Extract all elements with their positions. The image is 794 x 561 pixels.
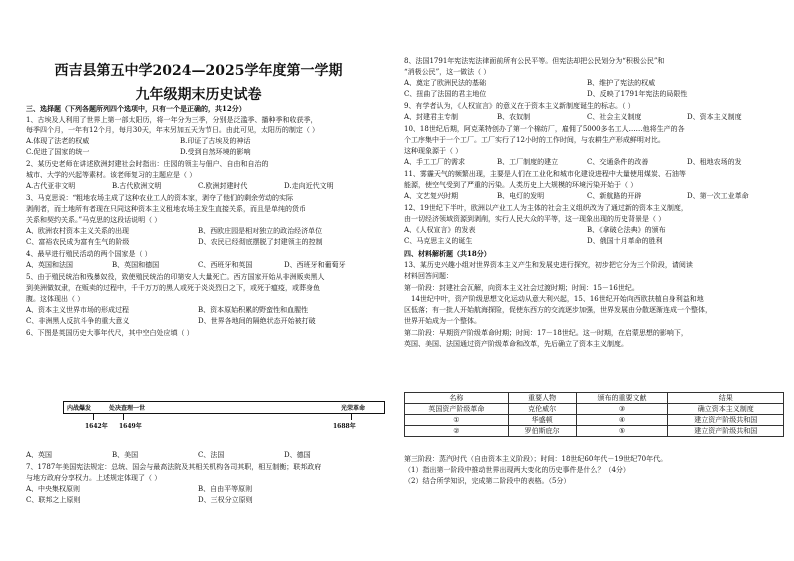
question-text: 11、雾霾天气的频繁出现，主要是人们在工业化和城市化建设进程中大量使用煤炭、石油等	[404, 170, 686, 178]
option: C、联邦之上原则	[26, 496, 81, 504]
table-cell: ①	[405, 415, 509, 426]
option: D、资本主义制度	[687, 113, 742, 121]
question-text: 能源，使空气受到了严重的污染。人类历史上大规模的环境污染开始于（ ）	[404, 181, 638, 189]
question-text: 每季四个月，一年有12个月，每月30天，年末另加五天为节日。由此可见，太阳历的制定（ ）	[26, 126, 320, 134]
table-cell: ④	[576, 415, 668, 426]
table-header-row	[405, 393, 784, 404]
exam-subtitle: 九年级期末历史试卷	[135, 87, 262, 103]
option: C、扭曲了法国的君主地位	[404, 90, 487, 98]
option: D.走向近代文明	[284, 182, 334, 190]
material-text: 第三阶段：蒸汽时代（自由资本主义阶段）；时间：18世纪60年代－19世纪70年代。	[404, 455, 668, 463]
question-text: 2、某历史老师在讲述欧洲封建社会时指出：庄园的领主与佃户、自由和自治的	[26, 160, 269, 168]
option: D、反映了1791年宪法的局限性	[587, 90, 688, 98]
option: B、西欧庄园是相对独立的政治经济单位	[198, 227, 323, 235]
question-text: 与地方政府分享权力。上述规定体现了（ ）	[26, 474, 162, 482]
option: B、农奴制	[497, 113, 531, 121]
option: A、手工工厂的需求	[404, 158, 466, 166]
table-header: 名称	[405, 393, 509, 404]
material-text: 世界开始成为一个整体。	[404, 317, 481, 325]
question-text: 12、19世纪下半叶，欧洲以产业工人为主体的社会主义组织改为了通过新的资本主义制度，	[404, 204, 688, 212]
option: B、电灯的发明	[497, 192, 545, 200]
option: A、文艺复兴时期	[404, 192, 459, 200]
option: B、工厂制度的建立	[497, 158, 559, 166]
option: D、俄国十月革命的胜利	[587, 237, 663, 245]
option: C、西班牙和英国	[198, 261, 253, 269]
material-text: 区低落；有一批人开始航海探险，促使东西方的交流逐步加强，世界发展由分散逐渐连成一个整体，	[404, 306, 712, 314]
question-text: 6、下图是英国历史大事年代尺，其中空白处应填（ ）	[26, 329, 194, 337]
option: B.古代欧洲文明	[112, 182, 162, 190]
question-text: 城市、大学的兴起等素材。该老师复习的主题应是（ ）	[26, 171, 197, 179]
table-cell: ③	[576, 404, 668, 415]
question-text: 到美洲做奴隶，在贩卖的过程中，千千万万的黑人或死于炎炎烈日之下，或死于瘟疫，或葬身鱼	[26, 284, 320, 292]
question-text: 由一切经济领域资源到剥削，实行人民大众的平等，这一现象出现的历史背景是（ ）	[404, 215, 666, 223]
table-cell: ⑤	[576, 426, 668, 437]
material-text: 第一阶段：封建社会瓦解，向资本主义社会过渡时期；时间：15－16世纪。	[404, 284, 639, 292]
timeline-year: 1688年	[333, 423, 356, 430]
question-text: “消极公民”，这一做法（ ）	[404, 68, 491, 76]
option: D、第一次工业革命	[687, 192, 749, 200]
option: D、世界各地间的隔绝状态开始被打破	[198, 317, 316, 325]
timeline-tick	[351, 414, 352, 420]
table-cell: 建立资产阶级共和国	[668, 426, 784, 437]
question-text: 10、18世纪后期，阿克莱特创办了第一个棉纺厂，雇佣了5000多名工人……他将生产的各	[404, 125, 685, 133]
question-text: 这种现象源于（ ）	[404, 147, 463, 155]
option: A.古代亚非文明	[26, 182, 76, 190]
option: B、英国和德国	[112, 261, 160, 269]
question-text: 3、马克思说：“粗地农场主成了这种农业工人的资本家，剥夺了他们的剩余劳动的实际	[26, 194, 294, 202]
question-text: 5、由于殖民统治和残暴奴役，致使殖民统治的印第安人大量死亡。西方国家开始从非洲贩卖黑人	[26, 273, 325, 281]
option: B、资本原始积累的野蛮性和血腥性	[198, 306, 309, 314]
question-text: 材料回答问题：	[404, 272, 453, 280]
table-cell: ②	[405, 426, 509, 437]
question-text: 剥削者，而土地所有者现在只同这种资本主义租地农场主发生直接关系，而且是单纯的货币	[26, 205, 306, 213]
table-cell: 英国资产阶级革命	[405, 404, 509, 415]
question-text: （1）指出第一阶段中推动世界出现两大变化的历史事件是什么？（4分）	[404, 466, 630, 474]
option: D、租地农场的发	[687, 158, 742, 166]
timeline	[63, 401, 385, 433]
section-heading: 三、选择题（下列各题所列四个选项中，只有一个是正确的，共12分）	[26, 104, 246, 113]
table-cell: 建立资产阶级共和国	[668, 415, 784, 426]
option: B.印证了古埃及的神话	[180, 137, 251, 145]
option: D、三权分立原则	[198, 496, 253, 504]
timeline-tick	[93, 414, 94, 420]
table-row	[405, 426, 784, 437]
timeline-label: 内战爆发	[67, 405, 92, 412]
option: A、欧洲农村资本主义关系的出现	[26, 227, 130, 235]
revolution-table	[404, 392, 784, 437]
option: C.欧洲封建时代	[198, 182, 248, 190]
question-text: 13、某历史兴趣小组对世界资本主义产生和发展史进行探究，初步把它分为三个阶段，请阅读	[404, 261, 693, 269]
question-text: 个工序集中于一个工厂。工厂实行了12小时的工作时间，与农耕生产形成鲜明对比。	[404, 136, 665, 144]
question-text: 9、有学者认为，《人权宣言》的意义在于资本主义新制度诞生的标志。（ ）	[404, 102, 635, 110]
option: A、中央集权原则	[26, 485, 81, 493]
question-text: 腹。这体现出（ ）	[26, 295, 85, 303]
option: B、自由平等原则	[198, 485, 253, 493]
option: A、英国	[26, 451, 53, 459]
table-cell: 确立资本主义制度	[668, 404, 784, 415]
option: D.受到自然环境的影响	[180, 148, 251, 156]
option: D、德国	[284, 451, 311, 459]
option: A、英国和法国	[26, 261, 74, 269]
timeline-year: 1642年	[85, 423, 108, 430]
exam-title: 西吉县第五中学2024—2025学年度第一学期	[54, 63, 343, 79]
table-cell: 克伦威尔	[508, 404, 576, 415]
option: C、交通条件的改善	[587, 158, 649, 166]
option: C.促进了国家的统一	[26, 148, 90, 156]
table-header: 结果	[668, 393, 784, 404]
option: A、资本主义世界市场的形成过程	[26, 306, 130, 314]
question-text: （2）结合所学知识，完成第二阶段中的表格。（5分）	[404, 477, 571, 485]
option: C、社会主义制度	[587, 113, 642, 121]
material-text: 14世纪中叶，资产阶级思想文化运动从意大利兴起，15、16世纪开始向西欧扶植自身利益和地	[411, 295, 704, 303]
question-text: 7、1787年美国宪法规定：总统、国会与最高法院及其相关机构各司其职，相互制衡；联邦政府	[26, 463, 322, 471]
timeline-year: 1649年	[119, 423, 142, 430]
option: C、非洲黑人反抗斗争的重大意义	[26, 317, 130, 325]
material-text: 英国、美国、法国通过资产阶级革命和改革，先后确立了资本主义制度。	[404, 340, 628, 348]
table-cell: 罗伯斯庇尔	[508, 426, 576, 437]
option: B、维护了宪法的权威	[587, 79, 656, 87]
table-row	[405, 415, 784, 426]
option: C、法国	[198, 451, 225, 459]
table-header: 颁布的重要文献	[576, 393, 668, 404]
timeline-label: 光荣革命	[341, 405, 366, 412]
option: B、美国	[112, 451, 139, 459]
option: A、《人权宣言》的发表	[404, 226, 476, 234]
question-text: 1、古埃及人利用了世界上第一部太阳历，将一年分为三季，分别是泛滥季、播种季和收获季，	[26, 116, 318, 124]
question-text: 关系和契约关系。”马克思的这段话说明（ ）	[26, 216, 162, 224]
option: A、奠定了欧洲民法的基础	[404, 79, 487, 87]
option: C、新航路的开辟	[587, 192, 642, 200]
material-text: 第二阶段：早期资产阶级革命时期；时间：17－18世纪。这一时期，在启蒙思想的影响下，	[404, 329, 688, 337]
option: A、封建君主专制	[404, 113, 459, 121]
timeline-label: 处决查理一世	[109, 405, 146, 412]
option: C、马克思主义的诞生	[404, 237, 473, 245]
question-text: 8、法国1791年宪法宪法律面前所有公民平等。但宪法却把公民划分为“积极公民”和	[404, 57, 665, 65]
option: A.体现了法老的权威	[26, 137, 90, 145]
section-heading: 四、材料解析题（共18分）	[404, 249, 491, 258]
option: D、西班牙和葡萄牙	[284, 261, 346, 269]
option: B、《拿破仑法典》的颁布	[587, 226, 666, 234]
table-header: 重要人物	[508, 393, 576, 404]
table-cell: 华盛顿	[508, 415, 576, 426]
option: C、富裕农民成为富有生气的阶级	[26, 238, 130, 246]
timeline-tick	[123, 414, 124, 420]
question-text: 4、最早进行殖民活动的两个国家是（ ）	[26, 250, 152, 258]
table-row	[405, 404, 784, 415]
option: D、农民已经彻底摆脱了封建领主的控制	[198, 238, 323, 246]
